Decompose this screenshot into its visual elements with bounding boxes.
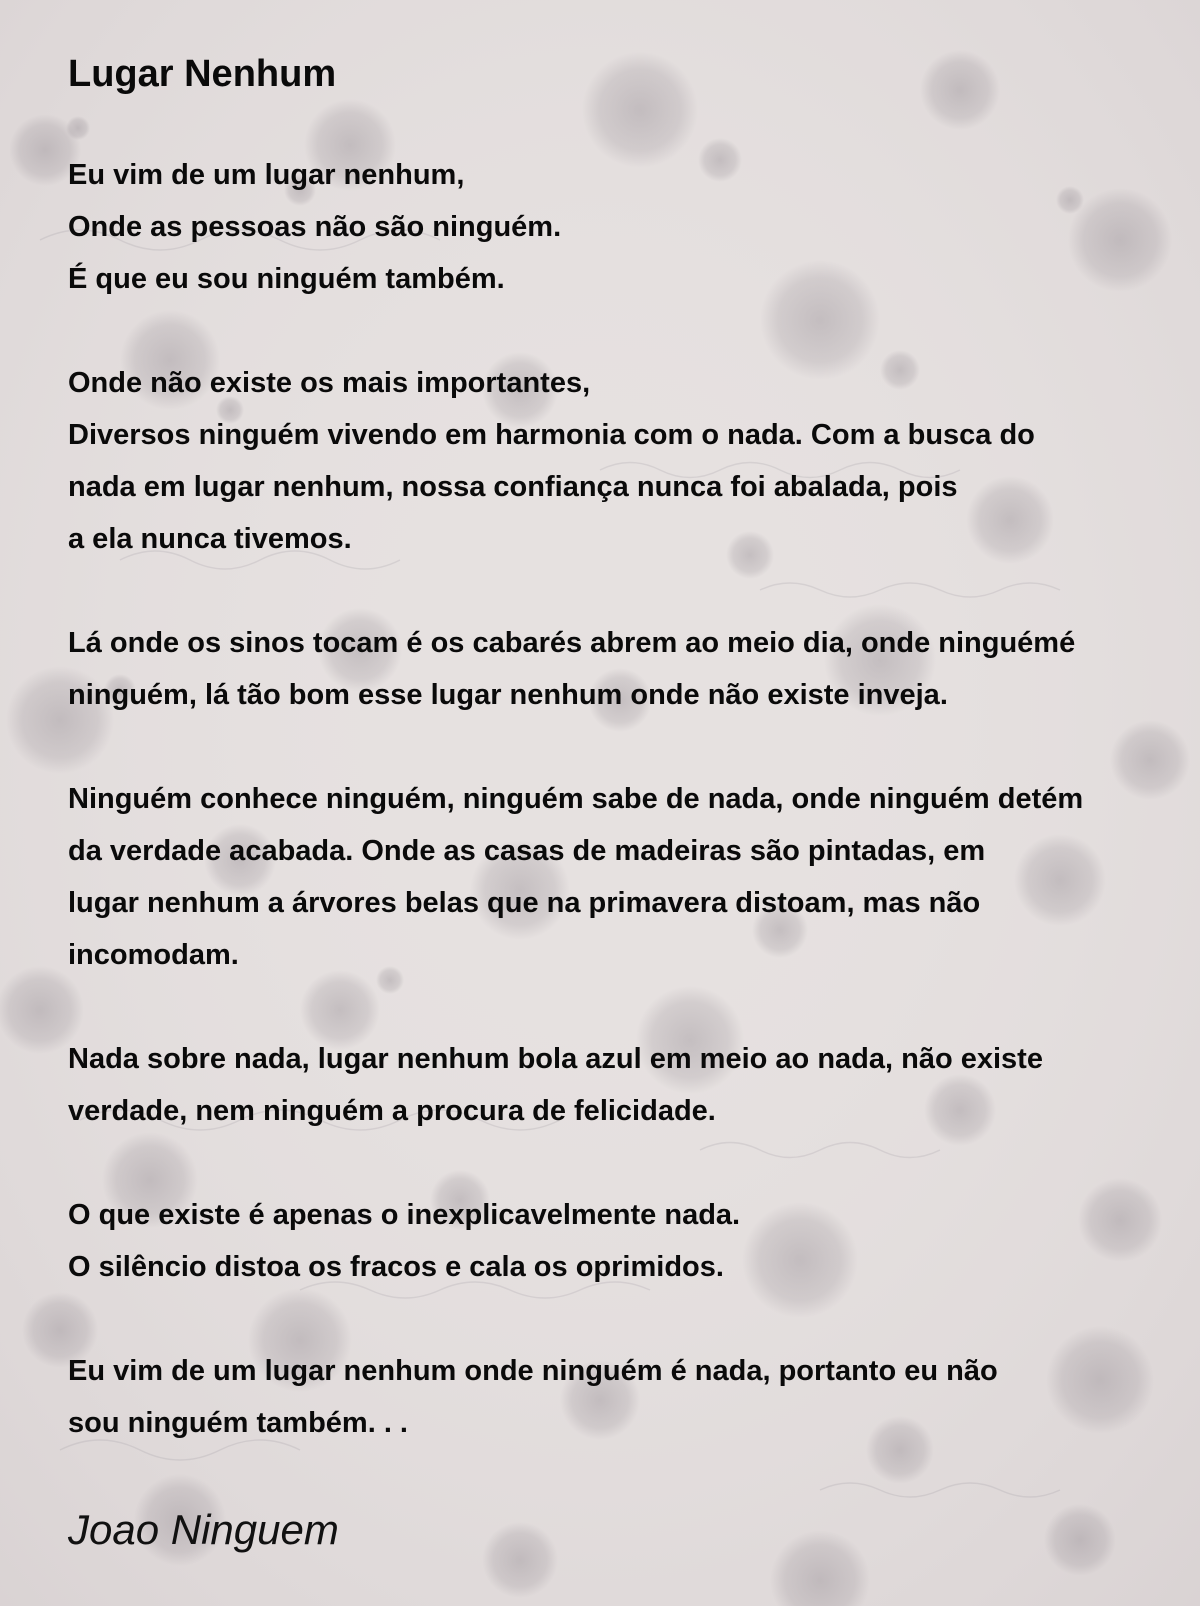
poem-line: ninguém, lá tão bom esse lugar nenhum onde não existe inveja. [68,679,948,711]
poem-line: Nada sobre nada, lugar nenhum bola azul em meio ao nada, não existe [68,1043,1043,1075]
poem-line: sou ninguém também. . . [68,1407,408,1439]
poem-line: lugar nenhum a árvores belas que na primavera distoam, mas não [68,887,981,919]
poem-line: Eu vim de um lugar nenhum, [68,159,465,191]
poem-line: Onde não existe os mais importantes, [68,367,591,399]
poem-line: Ninguém conhece ninguém, ninguém sabe de nada, onde ninguém detém [68,783,1084,815]
poem-author: Joao Ninguem [68,1506,339,1553]
poem-line: a ela nunca tivemos. [68,523,352,555]
poem-line: O silêncio distoa os fracos e cala os oprimidos. [68,1251,724,1283]
poem-line: Lá onde os sinos tocam é os cabarés abrem ao meio dia, onde ninguémé [68,627,1076,659]
poem-line: O que existe é apenas o inexplicavelmente nada. [68,1199,741,1231]
poem-line: Onde as pessoas não são ninguém. [68,211,562,243]
poem-line: nada em lugar nenhum, nossa confiança nunca foi abalada, pois [68,471,958,503]
poem-line: da verdade acabada. Onde as casas de madeiras são pintadas, em [68,835,986,867]
poem-title: Lugar Nenhum [68,53,337,95]
poem-line: verdade, nem ninguém a procura de felicidade. [68,1095,716,1127]
poem-line: É que eu sou ninguém também. [68,263,505,295]
poem-line: Diversos ninguém vivendo em harmonia com o nada. Com a busca do [68,419,1035,451]
poem-line: Eu vim de um lugar nenhum onde ninguém é nada, portanto eu não [68,1355,998,1387]
poem-line: incomodam. [68,939,239,971]
